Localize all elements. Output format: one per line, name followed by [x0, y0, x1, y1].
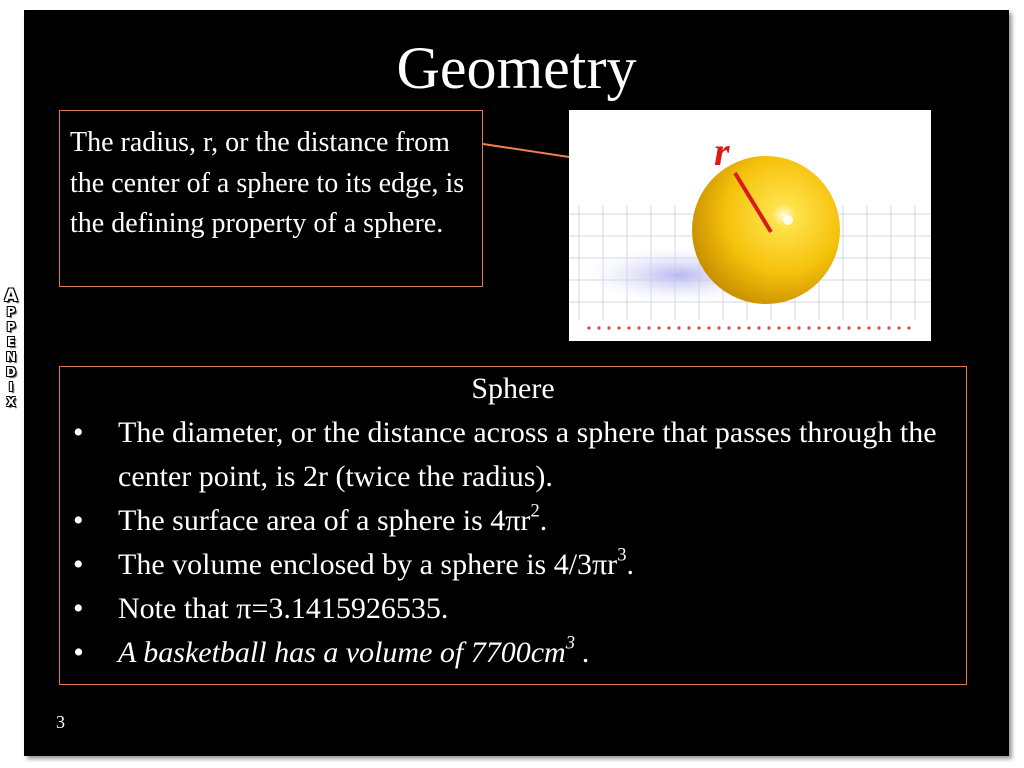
fact-basketball — [60, 631, 966, 675]
appendix-side-label — [0, 287, 22, 410]
fact-diameter — [60, 411, 966, 499]
side-letter: P — [6, 320, 16, 334]
sphere-figure — [569, 110, 931, 341]
fact-text: Note that π=3.1415926535. — [118, 592, 449, 625]
slide — [24, 10, 1009, 756]
sphere-facts-list — [60, 411, 966, 675]
sphere-heading: Sphere — [471, 372, 555, 405]
slide-title: Geometry — [396, 35, 637, 101]
side-letter: X — [6, 395, 16, 409]
side-letter: D — [6, 365, 16, 379]
radius-callout — [59, 110, 483, 287]
fact-text-end: . — [575, 636, 591, 669]
fact-exponent: 3 — [565, 632, 576, 654]
sphere-ball — [692, 156, 840, 304]
fact-exponent: 3 — [617, 544, 627, 566]
fact-exponent: 2 — [530, 500, 540, 522]
fact-text-end: . — [626, 548, 634, 581]
side-letter: I — [8, 380, 14, 394]
fact-text: The diameter, or the distance across a sphere that passes through the center point, is 2r (twice the radius). — [118, 416, 937, 493]
fact-text-end: . — [539, 504, 548, 537]
radius-label: r — [714, 129, 730, 174]
fact-volume — [60, 543, 966, 587]
page-number: 3 — [56, 712, 65, 732]
sphere-facts-box — [59, 366, 967, 685]
side-letter: N — [5, 350, 17, 364]
fact-pi — [60, 587, 966, 631]
fact-surface-area — [60, 499, 966, 543]
dotted-baseline — [587, 326, 910, 329]
radius-callout-text: The radius, r, or the distance from the center of a sphere to its edge, is the defining property of a sphere. — [70, 127, 465, 239]
side-letter: E — [6, 335, 16, 349]
fact-text: A basketball has a volume of 7700cm — [118, 636, 566, 669]
side-letter: A — [4, 286, 18, 306]
fact-text: The volume enclosed by a sphere is 4/3πr — [118, 548, 618, 581]
side-letter: P — [6, 305, 16, 319]
fact-text: The surface area of a sphere is 4πr — [118, 504, 531, 537]
